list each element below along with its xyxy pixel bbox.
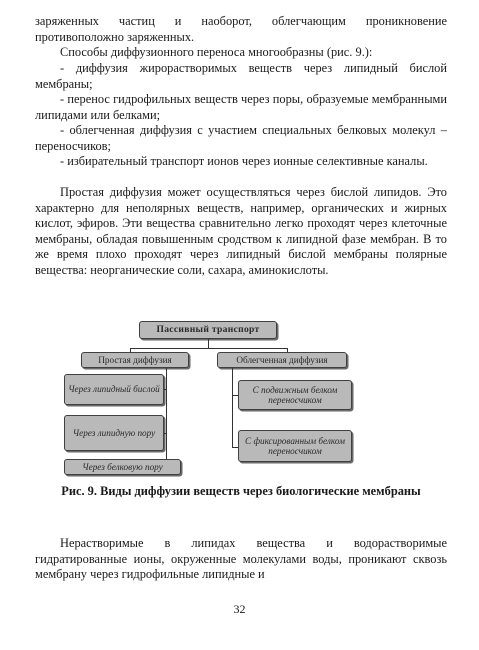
through-lipid-pore-box: Через липидную пору bbox=[64, 415, 164, 451]
list-item-hydrophilic-transfer: - перенос гидрофильных веществ через поры, образуемые мембранными липидами или белками; bbox=[35, 92, 447, 122]
list-item-lipid-diffusion: - диффузия жирорастворимых веществ через липидный бислой мембраны; bbox=[35, 61, 447, 91]
connector bbox=[164, 389, 167, 390]
passive-transport-diagram bbox=[62, 318, 364, 478]
simple-diffusion-box: Простая диффузия bbox=[81, 352, 189, 368]
facilitated-diffusion-box: Облегченная диффузия bbox=[217, 352, 347, 368]
through-lipid-bilayer-box: Через липидный бислой bbox=[64, 374, 164, 405]
connector bbox=[232, 368, 233, 448]
connector bbox=[130, 348, 287, 349]
page-number: 32 bbox=[233, 602, 246, 616]
connector bbox=[208, 339, 209, 348]
list-item-facilitated-diffusion: - облегченная диффузия с участием специальных белковых молекул – переносчиков; bbox=[35, 123, 447, 153]
paragraph-simple-diffusion: Простая диффузия может осуществляться через бислой липидов. Это характерно для неполярных веществ, например, органических и жирных кислот, эфиров. Эти вещества сравнительно легко проходят через клеточные мембраны, обладая повышенным сродством к липидной фазе мембран. В то же время плохо проходят через липидный бислой мембраны полярные вещества: неорганические соли, сахара, аминокислоты. bbox=[35, 185, 447, 277]
diagram-title-box: Пассивный транспорт bbox=[139, 321, 277, 339]
figure-caption: Рис. 9. Виды диффузии веществ через биологические мембраны bbox=[61, 484, 421, 498]
list-item-ion-channels: - избирательный транспорт ионов через ионные селективные каналы. bbox=[60, 154, 428, 168]
paragraph-methods-intro: Способы диффузионного переноса многообразны (рис. 9.): bbox=[60, 45, 373, 59]
connector bbox=[166, 368, 167, 469]
paragraph-insoluble-substances: Нерастворимые в липидах вещества и водорастворимые гидратированные ионы, окруженные молекулами воды, проникают сквозь мембрану через гидрофильные липидные и bbox=[35, 536, 447, 582]
through-protein-pore-box: Через белковую пору bbox=[64, 459, 181, 475]
fixed-carrier-box: С фиксированным белком переносчиком bbox=[238, 430, 352, 462]
connector bbox=[164, 433, 167, 434]
paragraph-continuation: заряженных частиц и наоборот, облегчающим проникновение противоположно заряженных. bbox=[35, 14, 447, 44]
mobile-carrier-box: С подвижным белком переносчиком bbox=[238, 380, 352, 410]
